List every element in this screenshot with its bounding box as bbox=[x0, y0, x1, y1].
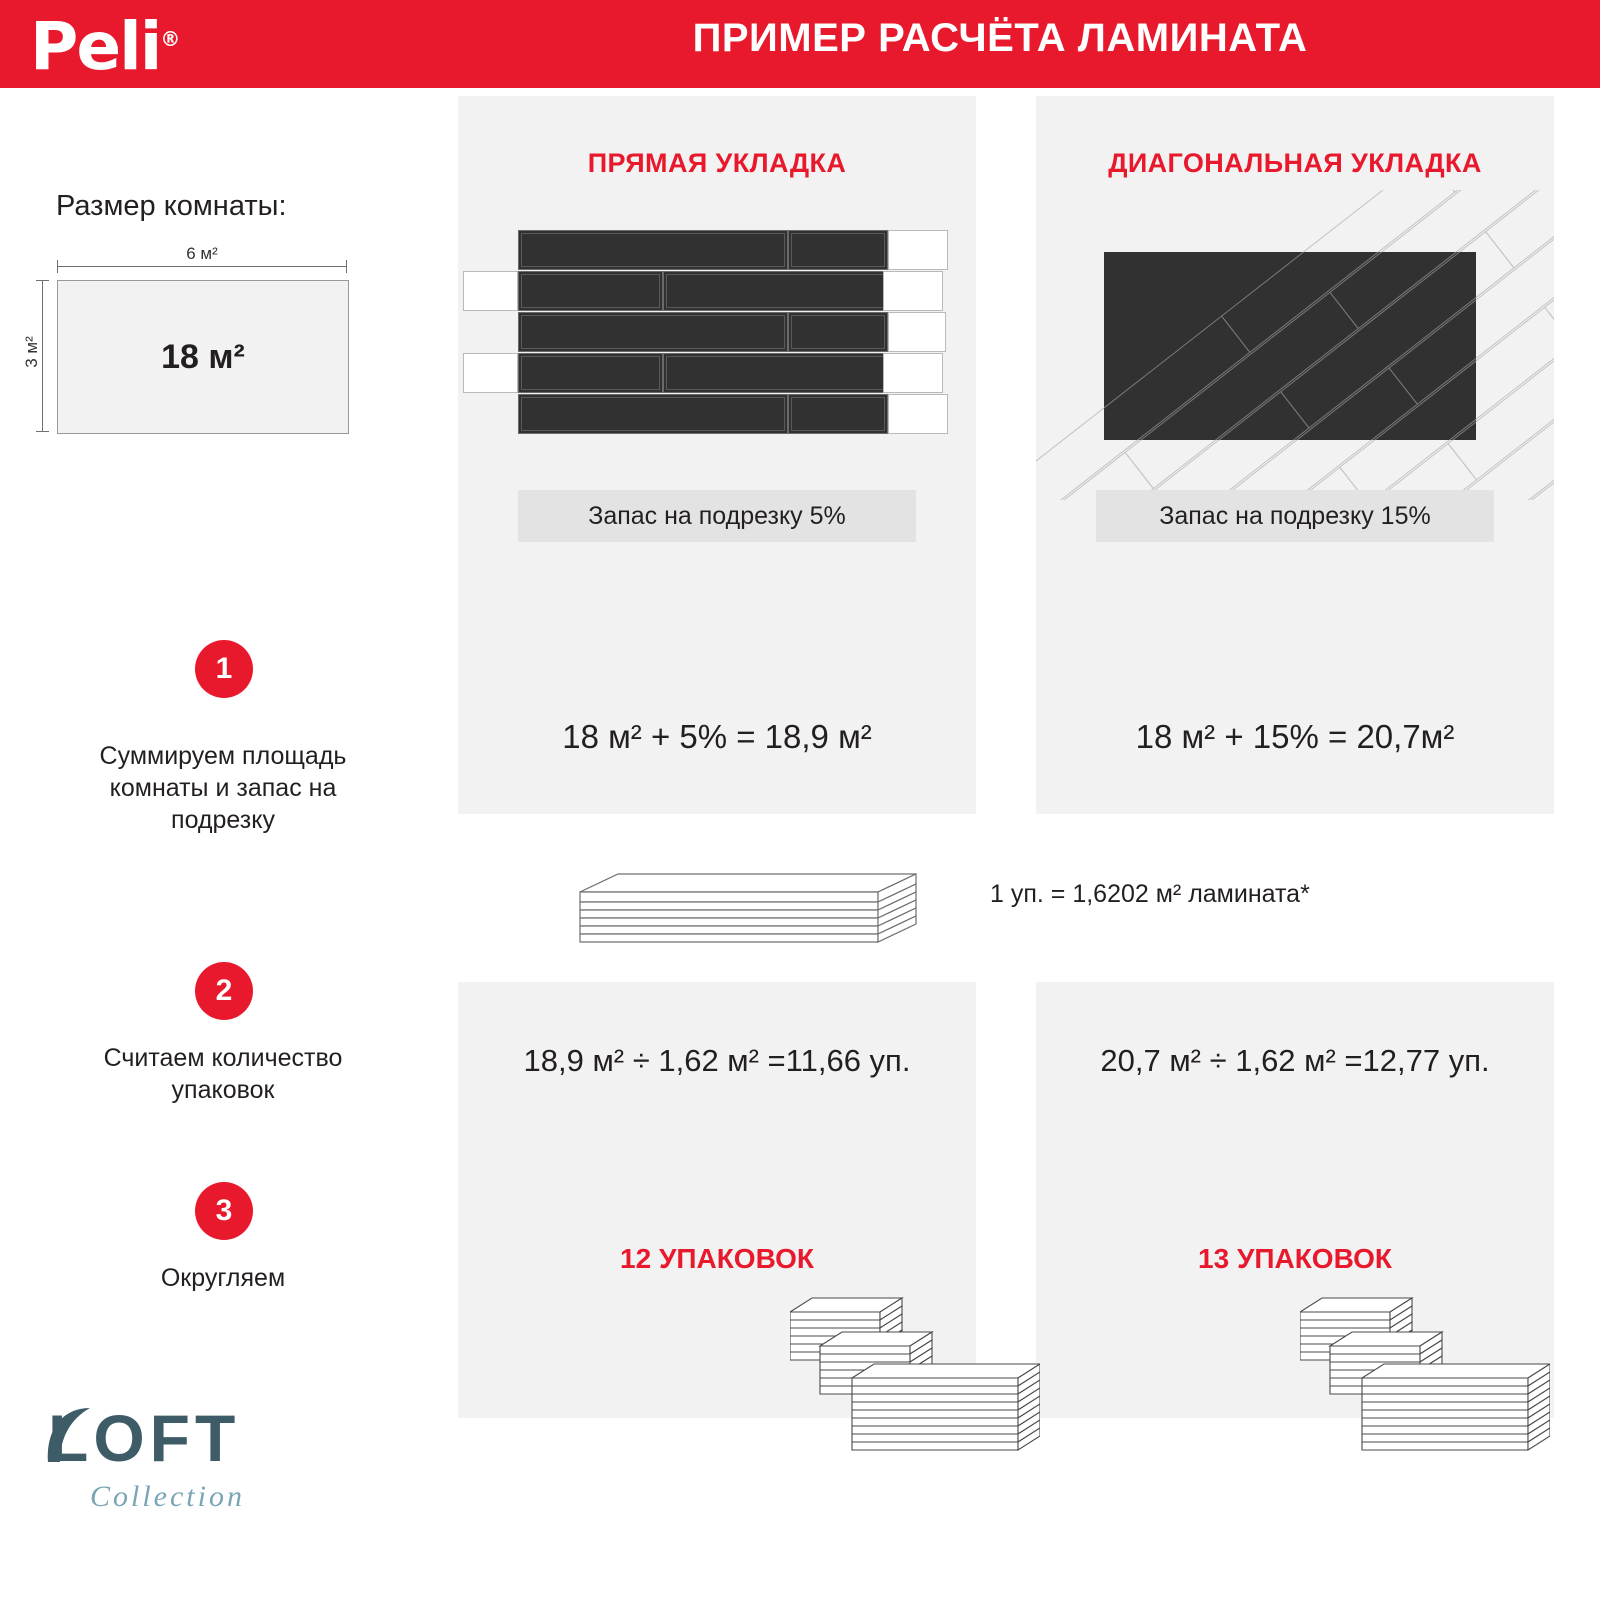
page-header bbox=[0, 0, 1600, 88]
diagonal-column-title: ДИАГОНАЛЬНАЯ УКЛАДКА bbox=[1108, 148, 1482, 178]
plank-offcut bbox=[888, 394, 948, 434]
dimension-cap-right bbox=[346, 260, 347, 273]
registered-mark: ® bbox=[160, 27, 181, 51]
plank bbox=[788, 394, 888, 434]
page-title: ПРИМЕР РАСЧЁТА ЛАМИНАТА bbox=[692, 16, 1308, 60]
room-width-value: 6 м² bbox=[186, 244, 218, 263]
diagonal-step1-formula: 18 м² + 15% = 20,7м² bbox=[1135, 718, 1455, 755]
dimension-line-horizontal bbox=[57, 266, 347, 267]
plank-offcut bbox=[888, 230, 948, 270]
straight-reserve-badge: Запас на подрезку 5% bbox=[518, 490, 916, 542]
pack-area-note: 1 уп. = 1,6202 м² ламината* bbox=[990, 880, 1310, 908]
room-width-dimension bbox=[57, 244, 347, 274]
straight-step1-formula: 18 м² + 5% = 18,9 м² bbox=[562, 718, 872, 755]
plank-offcut bbox=[463, 271, 518, 311]
diagonal-reserve-badge: Запас на подрезку 15% bbox=[1096, 490, 1494, 542]
pack-stack-svg-a bbox=[790, 1290, 1040, 1470]
plank bbox=[518, 353, 663, 393]
plank bbox=[518, 394, 788, 434]
diagonal-pattern-svg bbox=[1036, 190, 1554, 500]
pack-stack-svg-b bbox=[1300, 1290, 1550, 1470]
room-height-value: 3 м² bbox=[22, 336, 41, 368]
plank bbox=[518, 230, 788, 270]
step-1-badge: 1 bbox=[195, 640, 253, 698]
step-2-text: Считаем количество упаковок bbox=[103, 1044, 343, 1104]
diagonal-layout-diagram bbox=[1036, 190, 1554, 500]
loft-swoosh-icon bbox=[42, 1404, 106, 1468]
straight-result: 12 УПАКОВОК bbox=[620, 1243, 814, 1274]
room-height-dimension bbox=[20, 280, 50, 432]
peli-logo bbox=[30, 8, 180, 85]
plank bbox=[788, 230, 888, 270]
diagonal-step2-formula: 20,7 м² ÷ 1,62 м² =12,77 уп. bbox=[1100, 1043, 1490, 1078]
straight-step2-formula: 18,9 м² ÷ 1,62 м² =11,66 уп. bbox=[523, 1043, 911, 1078]
diagonal-pack-stack bbox=[1300, 1290, 1550, 1470]
dimension-line-vertical bbox=[42, 280, 43, 432]
step-3-badge: 3 bbox=[195, 1182, 253, 1240]
room-area-value: 18 м² bbox=[161, 337, 245, 376]
room-size-label: Размер комнаты: bbox=[56, 190, 287, 222]
step-1-text: Суммируем площадь комнаты и запас на подрезку bbox=[99, 742, 347, 834]
plank bbox=[518, 312, 788, 352]
plank bbox=[518, 271, 663, 311]
straight-column-title: ПРЯМАЯ УКЛАДКА bbox=[587, 148, 847, 178]
loft-collection-logo bbox=[48, 1400, 245, 1514]
dimension-cap-bottom bbox=[36, 431, 49, 432]
loft-logo-text: LOFT bbox=[48, 1401, 241, 1475]
step-2-badge: 2 bbox=[195, 962, 253, 1020]
dimension-cap-top bbox=[36, 280, 49, 281]
plank-offcut bbox=[883, 353, 943, 393]
plank-offcut bbox=[463, 353, 518, 393]
room-rectangle bbox=[57, 280, 349, 434]
dimension-cap-left bbox=[57, 260, 58, 273]
plank-offcut bbox=[883, 271, 943, 311]
straight-layout-diagram bbox=[458, 230, 976, 460]
straight-pack-stack bbox=[790, 1290, 1040, 1470]
diagonal-result: 13 УПАКОВОК bbox=[1198, 1243, 1392, 1274]
single-pack-svg bbox=[578, 856, 918, 956]
loft-logo-subtext: Collection bbox=[90, 1480, 245, 1513]
plank bbox=[788, 312, 888, 352]
plank-offcut bbox=[888, 312, 946, 352]
peli-logo-text: Peli bbox=[30, 8, 161, 85]
step-3-text: Округляем bbox=[160, 1264, 286, 1292]
single-pack-illustration bbox=[578, 856, 918, 956]
